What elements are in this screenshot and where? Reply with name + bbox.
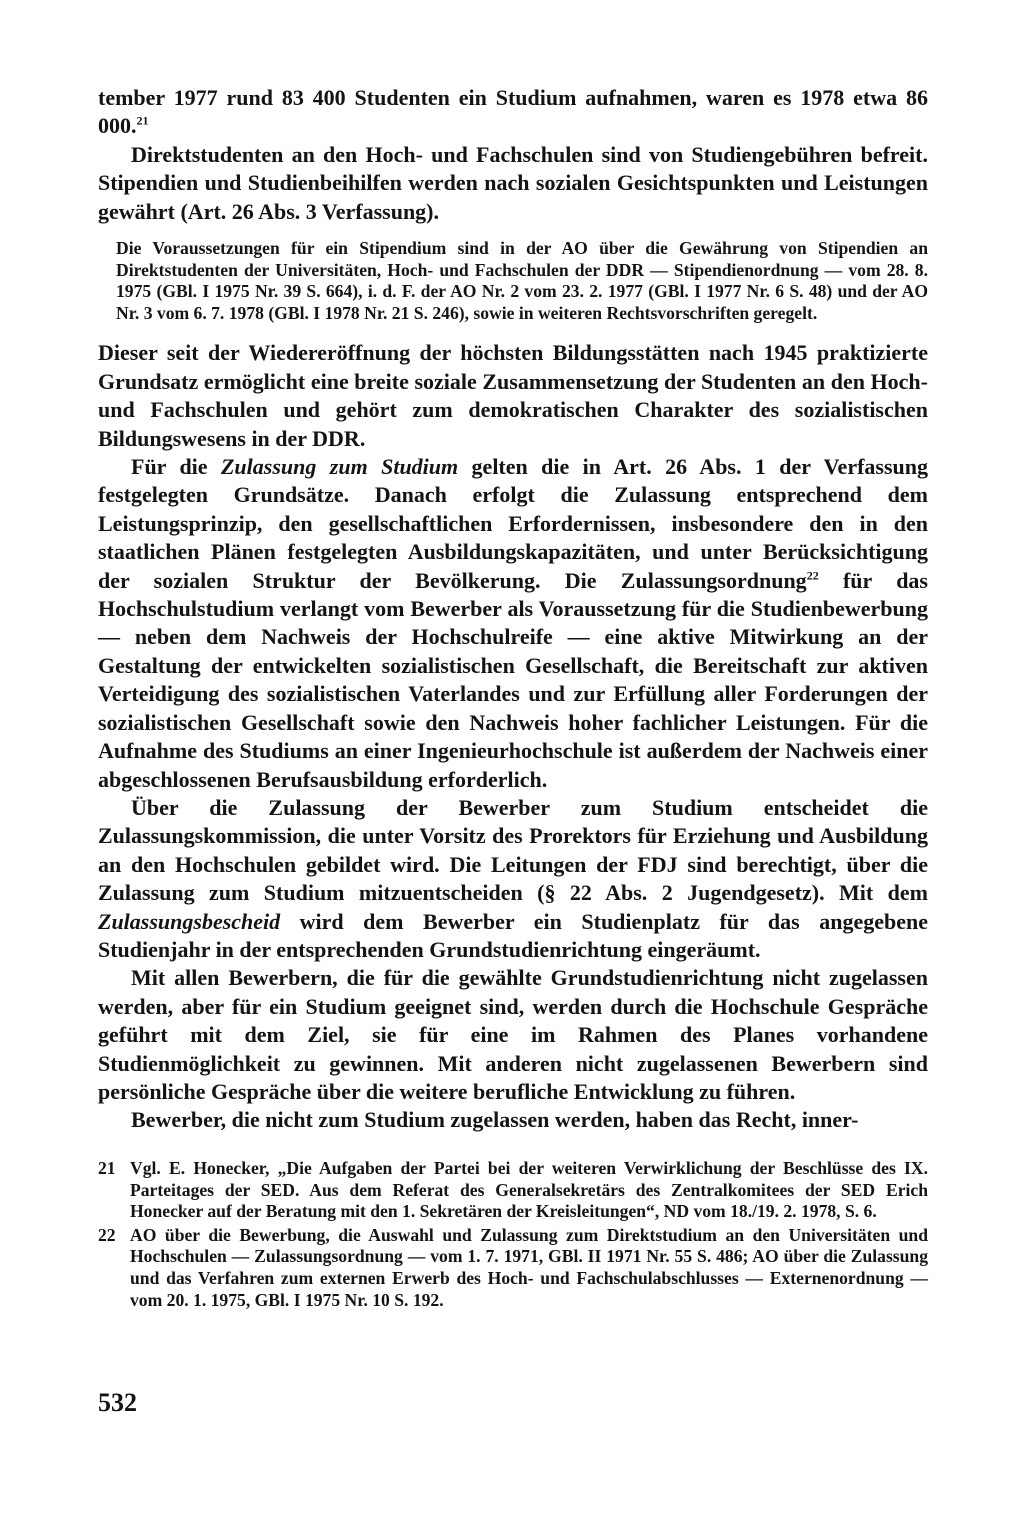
paragraph-2: Direktstudenten an den Hoch- und Fachschulen sind von Studiengebühren befreit. Stipendien und Studienbeihilfen werden nach sozialen Gesichtspunkten und Leistungen gewährt (Art. 26 Abs. 3 Verfassung). <box>98 141 928 224</box>
footnote-ref-21: 21 <box>136 114 149 129</box>
footnote-number: 21 <box>98 1158 116 1178</box>
legal-note: Die Voraussetzungen für ein Stipendium sind in der AO über die Gewährung von Stipendien an Direktstudenten der Universitäten, Hoch- und Fachschulen der DDR — Stipendienordnung — vom 28. 8. 1975 (GBl. I 1975 Nr. 39 S. 664), i. d. F. der AO Nr. 2 vom 23. 2. 1977 (GBl. I 1977 Nr. 6 S. 48) und der AO Nr. 3 vom 6. 7. 1978 (GBl. I 1978 Nr. 21 S. 246), sowie in weiteren Rechtsvorschriften geregelt. <box>116 238 928 323</box>
footnote-21 <box>98 1158 928 1223</box>
paragraph-7: Bewerber, die nicht zum Studium zugelassen werden, haben das Recht, inner- <box>131 1107 859 1133</box>
paragraph-1: tember 1977 rund 83 400 Studenten ein Studium aufnahmen, waren es 1978 etwa 86 000.21 <box>98 85 928 139</box>
emphasis-zulassungsbescheid: Zulassungsbescheid <box>98 908 281 934</box>
footnotes <box>98 1158 928 1313</box>
emphasis-zulassung: Zulassung zum Studium <box>220 454 459 480</box>
main-text <box>98 84 928 1135</box>
paragraph-3: Dieser seit der Wiedereröffnung der höchsten Bildungsstätten nach 1945 praktizierte Grundsatz ermöglicht eine breite soziale Zusammensetzung der Studenten an den Hoch- und Fachschulen und gehört zum demokratischen Charakter des sozialistischen Bildungswesens in der DDR. <box>98 340 928 451</box>
paragraph-5: Über die Zulassung der Bewerber zum Studium entscheidet die Zulassungskommission, die unter Vorsitz des Prorektors für Erziehung und Ausbildung an den Hochschulen gebildet wird. Die Leitungen der FDJ sind berechtigt, über die Zulassung zum Studium mitzuentscheiden (§ 22 Abs. 2 Jugendgesetz). Mit dem Zulassungsbescheid wird dem Bewerber ein Studienplatz für das angegebene Studienjahr in der entsprechenden Grundstudienrichtung eingeräumt. <box>98 794 928 962</box>
paragraph-6: Mit allen Bewerbern, die für die gewählte Grundstudienrichtung nicht zugelassen werden, aber für ein Studium geeignet sind, werden durch die Hochschule Gespräche geführt mit dem Ziel, sie für eine im Rahmen des Planes vorhandene Studienmöglichkeit zu gewinnen. Mit anderen nicht zugelassenen Bewerbern sind persönliche Gespräche über die weitere berufliche Entwicklung zu führen. <box>98 965 928 1104</box>
footnote-text: AO über die Bewerbung, die Auswahl und Zulassung zum Direktstudium an den Universitäten und Hochschulen — Zulassungsordnung — vom 1. 7. 1971, GBl. II 1971 Nr. 55 S. 486; AO über die Zulassung und das Verfahren zum externen Erwerb des Hoch- und Fachschulabschlusses — Externenordnung — vom 20. 1. 1975, GBl. I 1975 Nr. 10 S. 192. <box>130 1224 928 1310</box>
footnote-number: 22 <box>98 1224 116 1245</box>
footnote-ref-22: 22 <box>806 568 819 583</box>
paragraph-4: Für die Zulassung zum Studium gelten die in Art. 26 Abs. 1 der Verfassung festgelegten Grundsätze. Danach erfolgt die Zulassung entsprechend dem Leistungsprinzip, den gesellschaftlichen Erfordernissen, insbesondere den in den staatlichen Plänen festgelegten Ausbildungskapazitäten, und unter Berücksichtigung der sozialen Struktur der Bevölkerung. Die Zulassungsordnung$^{22}$ für das Hochschulstudium verlangt vom Bewerber als Voraussetzung für die Studienbewerbung — neben dem Nachweis der Hochschulreife — eine aktive Mitwirkung an der Gestaltung der entwickelten sozialistischen Gesellschaft, die Bereitschaft zur aktiven Verteidigung des sozialistischen Vaterlandes und zur Erfüllung aller Forderungen der sozialistischen Gesellschaft sowie den Nachweis hoher fachlicher Leistungen. Für die Aufnahme des Studiums an einer Ingenieurhochschule ist außerdem der Nachweis einer abgeschlossenen Berufsausbildung erforderlich. <box>98 454 929 792</box>
footnote-text: Vgl. E. Honecker, „Die Aufgaben der Partei bei der weiteren Verwirklichung der Beschlüsse des IX. Parteitages der SED. Aus dem Referat des Generalsekretärs des Zentralkomitees der SED Erich Honecker auf der Beratung mit den 1. Sekretären der Kreisleitungen“, ND vom 18./19. 2. 1978, S. 6. <box>130 1158 928 1222</box>
footnote-22 <box>98 1225 928 1311</box>
page-number: 532 <box>98 1388 137 1417</box>
